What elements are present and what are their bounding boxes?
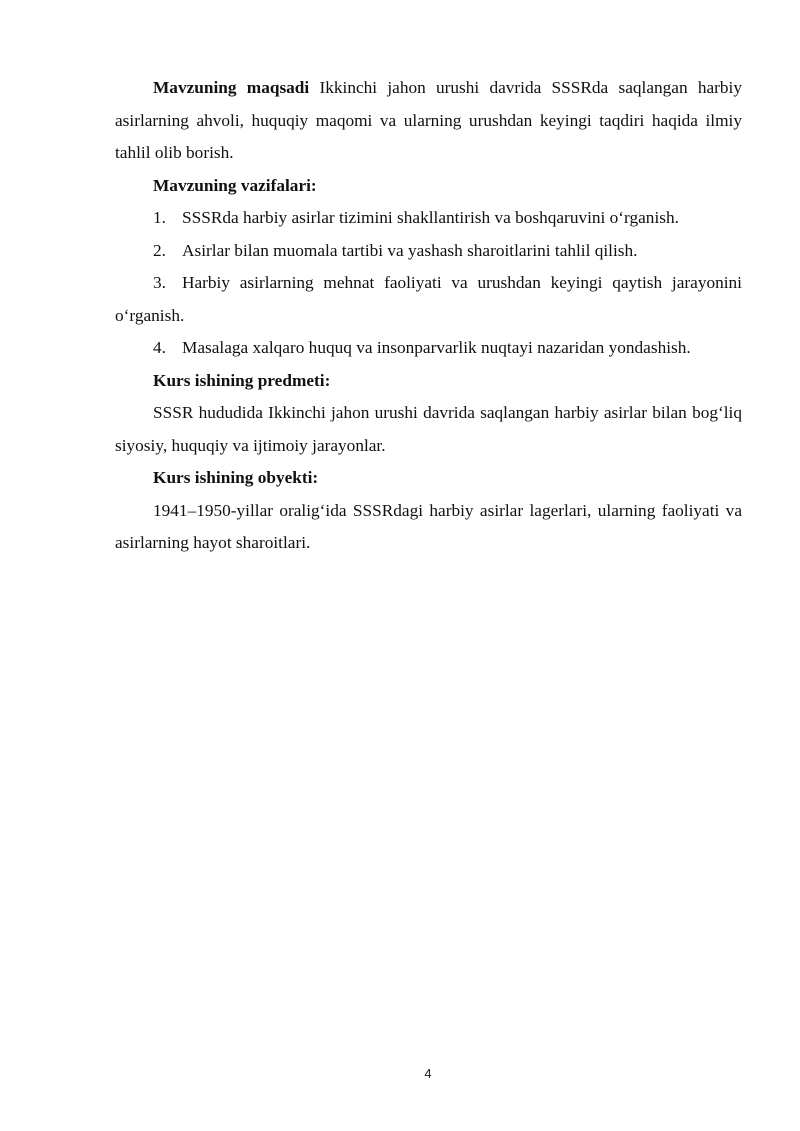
goal-paragraph — [115, 72, 742, 170]
page-number: 4 — [424, 1066, 432, 1081]
task-item-4 — [115, 332, 742, 365]
tasks-heading: Mavzuning vazifalari: — [153, 175, 317, 195]
task-number: 4. — [153, 338, 166, 357]
task-item-1 — [115, 202, 742, 235]
task-item-2 — [115, 235, 742, 268]
task-number: 2. — [153, 240, 166, 260]
subject-heading: Kurs ishining predmeti: — [153, 370, 331, 390]
object-paragraph: 1941–1950-yillar oralig‘ida SSSRdagi harbiy asirlar lagerlari, ularning faoliyati va asirlarning hayot sharoitlari. — [115, 500, 742, 552]
task-text: Harbiy asirlarning mehnat faoliyati va urushdan keyingi qaytish jarayonini o‘rganish. — [115, 273, 742, 325]
task-number: 1. — [153, 208, 166, 227]
task-text: Asirlar bilan muomala tartibi va yashash sharoitlarini tahlil qilish. — [182, 240, 638, 260]
goal-text: Ikkinchi jahon urushi davrida SSSRda saqlangan harbiy asirlarning ahvoli, huquqiy maqomi va ularning urushdan keyingi taqdiri haqida ilmiy tahlil olib borish. — [115, 78, 742, 162]
task-item-3 — [115, 267, 742, 332]
document-body — [115, 72, 742, 560]
subject-paragraph: SSSR hududida Ikkinchi jahon urushi davrida saqlangan harbiy asirlar bilan bog‘liq siyosiy, huquqiy va ijtimoiy jarayonlar. — [115, 403, 742, 455]
task-text: SSSRda harbiy asirlar tizimini shakllantirish va boshqaruvini o‘rganish. — [182, 208, 679, 227]
object-heading: Kurs ishining obyekti: — [153, 468, 319, 487]
goal-label: Mavzuning maqsadi — [153, 78, 310, 97]
task-text: Masalaga xalqaro huquq va insonparvarlik nuqtayi nazaridan yondashish. — [182, 338, 691, 357]
task-number: 3. — [153, 273, 166, 292]
